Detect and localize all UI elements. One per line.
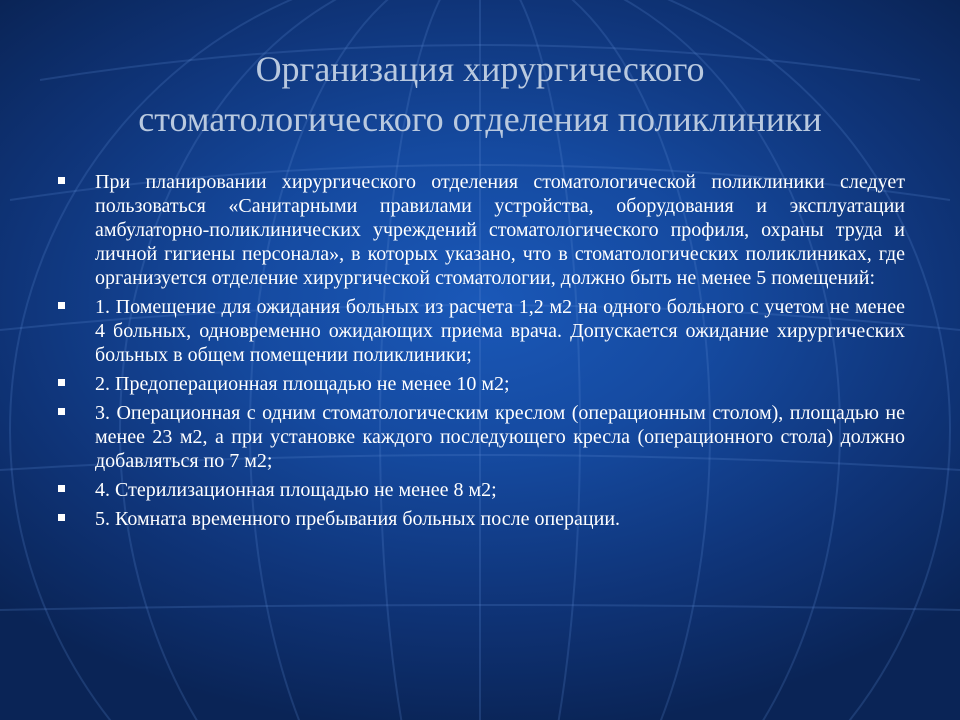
list-item — [55, 295, 905, 367]
list-item-text: 4. Стерилизационная площадью не менее 8 м2; — [95, 479, 497, 501]
bullet-list — [55, 170, 905, 536]
list-item-text: 5. Комната временного пребывания больных после операции. — [95, 508, 621, 530]
list-item-text: 2. Предоперационная площадью не менее 10 м2; — [95, 373, 510, 395]
slide-title-line-1: Организация хирургического — [255, 49, 705, 89]
list-item-text: 1. Помещение для ожидания больных из расчета 1,2 м2 на одного больного с учетом не менее 4 больных, одновременно ожидающих приема врача. Допускается ожидание хирургических больных в общем помещении поликлиники; — [95, 296, 905, 366]
square-bullet-icon — [58, 177, 65, 184]
list-item — [55, 372, 905, 396]
list-item — [55, 401, 905, 473]
square-bullet-icon — [58, 302, 65, 309]
list-item — [55, 478, 905, 502]
square-bullet-icon — [58, 514, 65, 521]
square-bullet-icon — [58, 379, 65, 386]
list-item — [55, 507, 905, 531]
slide-title — [40, 44, 920, 144]
list-item — [55, 170, 905, 290]
list-item-text: 3. Операционная с одним стоматологическим креслом (операционным столом), площадью не менее 23 м2, а при установке каждого последующего кресла (операционного стола) должно добавляться по 7 м2; — [95, 402, 905, 472]
square-bullet-icon — [58, 408, 65, 415]
slide-title-line-2: стоматологического отделения поликлиники — [138, 99, 822, 139]
list-item-text: При планировании хирургического отделения стоматологической поликлиники следует пользоваться «Санитарными правилами устройства, оборудования и эксплуатации амбулаторно-поликлинических учреждений стоматологического профиля, охраны труда и личной гигиены персонала», в которых указано, что в стоматологических поликлиниках, где организуется отделение хирургической стоматологии, должно быть не менее 5 помещений: — [95, 171, 905, 289]
square-bullet-icon — [58, 485, 65, 492]
